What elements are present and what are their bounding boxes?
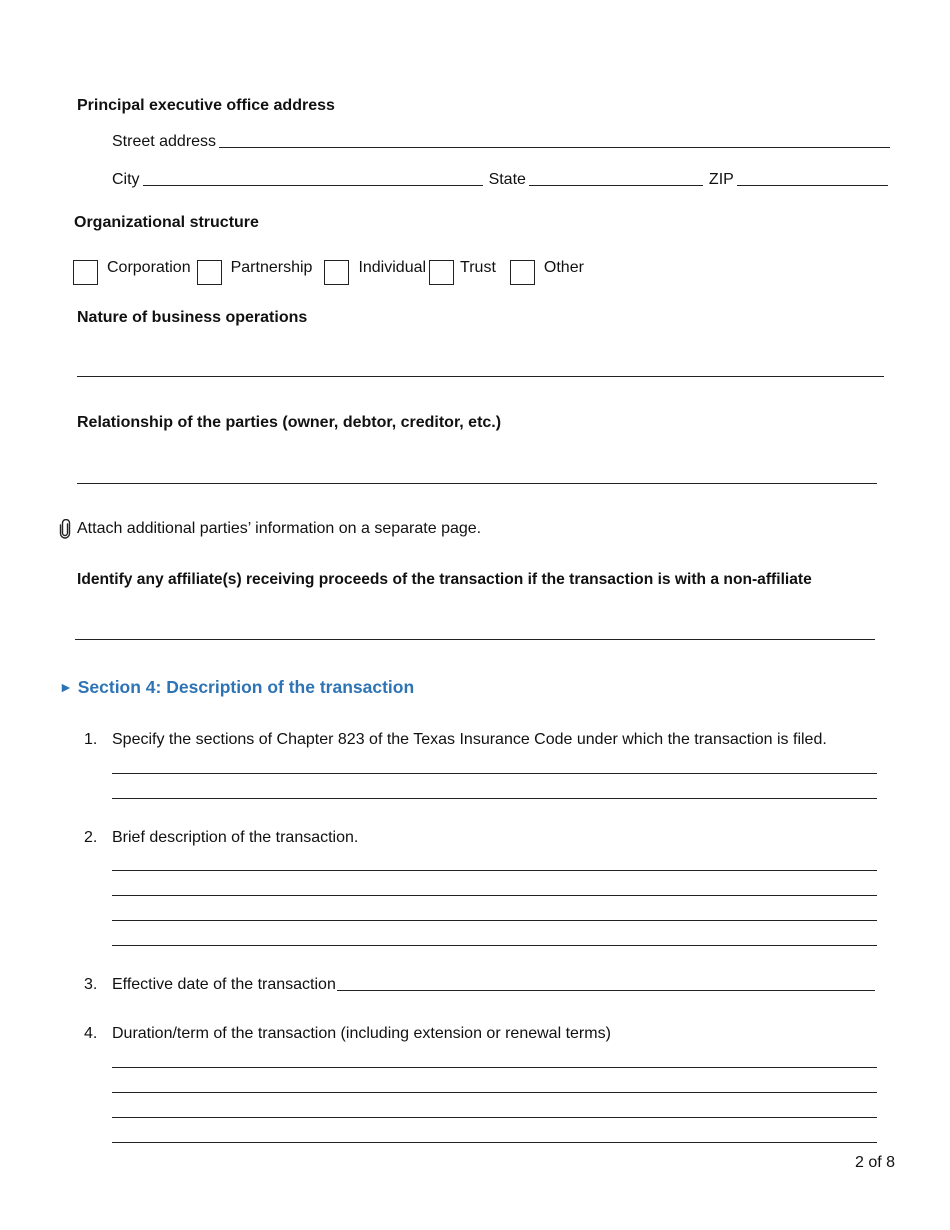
paperclip-icon: [58, 519, 72, 539]
org-structure-heading: Organizational structure: [74, 214, 259, 231]
item-3-text: Effective date of the transaction: [112, 976, 336, 993]
zip-label: ZIP: [708, 171, 734, 188]
item-2-line-2[interactable]: [112, 895, 877, 896]
trust-label: Trust: [460, 258, 496, 276]
state-field[interactable]: [529, 184, 703, 186]
effective-date-field[interactable]: [337, 989, 875, 991]
affiliate-field[interactable]: [75, 639, 875, 640]
street-address-label: Street address: [112, 133, 217, 150]
attach-note: [58, 519, 481, 539]
item-3-number: 3.: [84, 976, 98, 993]
city-state-zip-row: [112, 171, 888, 189]
option-individual[interactable]: [324, 260, 429, 285]
item-2-text: Brief description of the transaction.: [112, 829, 359, 846]
item-4-line-3[interactable]: [112, 1117, 877, 1118]
item-1-line-1[interactable]: [112, 773, 877, 774]
item-4-line-4[interactable]: [112, 1142, 877, 1143]
nature-heading: Nature of business operations: [77, 309, 308, 326]
item-2-line-4[interactable]: [112, 945, 877, 946]
relationship-heading: Relationship of the parties (owner, debtor, creditor, etc.): [77, 414, 502, 431]
state-label: State: [488, 171, 526, 188]
item-4-line-1[interactable]: [112, 1067, 877, 1068]
item-4-line-2[interactable]: [112, 1092, 877, 1093]
partnership-checkbox[interactable]: [197, 260, 222, 285]
principal-office-heading: Principal executive office address: [77, 97, 335, 114]
attach-note-text: Attach additional parties’ information on a separate page.: [77, 520, 482, 537]
corporation-label: Corporation: [107, 258, 191, 276]
item-3-row: [112, 976, 875, 994]
page-number: 2 of 8: [855, 1154, 896, 1171]
item-1-line-2[interactable]: [112, 798, 877, 799]
section-4-title: Section 4: Description of the transaction: [77, 677, 415, 697]
individual-label: Individual: [358, 258, 427, 276]
org-structure-options: [73, 260, 590, 285]
nature-field[interactable]: [77, 376, 884, 377]
item-2-line-3[interactable]: [112, 920, 877, 921]
section-4-heading: [59, 677, 414, 698]
option-other[interactable]: [510, 260, 590, 285]
item-1-text: Specify the sections of Chapter 823 of the Texas Insurance Code under which the transaction is filed.: [112, 731, 827, 748]
affiliate-heading: Identify any affiliate(s) receiving proceeds of the transaction if the transaction is with a non-affiliate: [77, 571, 812, 588]
item-2-line-1[interactable]: [112, 870, 877, 871]
other-label: Other: [543, 258, 584, 276]
item-4-text: Duration/term of the transaction (including extension or renewal terms): [112, 1025, 611, 1042]
other-checkbox[interactable]: [510, 260, 535, 285]
section-marker-icon: ►: [59, 679, 73, 695]
item-1-number: 1.: [84, 731, 98, 748]
city-label: City: [112, 171, 140, 188]
item-4-number: 4.: [84, 1025, 98, 1042]
street-address-field[interactable]: [219, 146, 890, 148]
partnership-label: Partnership: [230, 258, 313, 276]
item-2-number: 2.: [84, 829, 98, 846]
option-partnership[interactable]: [197, 260, 325, 285]
street-address-row: [112, 133, 890, 151]
zip-field[interactable]: [737, 184, 888, 186]
trust-checkbox[interactable]: [429, 260, 454, 285]
option-corporation[interactable]: [73, 260, 197, 285]
individual-checkbox[interactable]: [324, 260, 349, 285]
relationship-field[interactable]: [77, 483, 877, 484]
option-trust[interactable]: [429, 260, 510, 285]
corporation-checkbox[interactable]: [73, 260, 98, 285]
city-field[interactable]: [143, 184, 483, 186]
